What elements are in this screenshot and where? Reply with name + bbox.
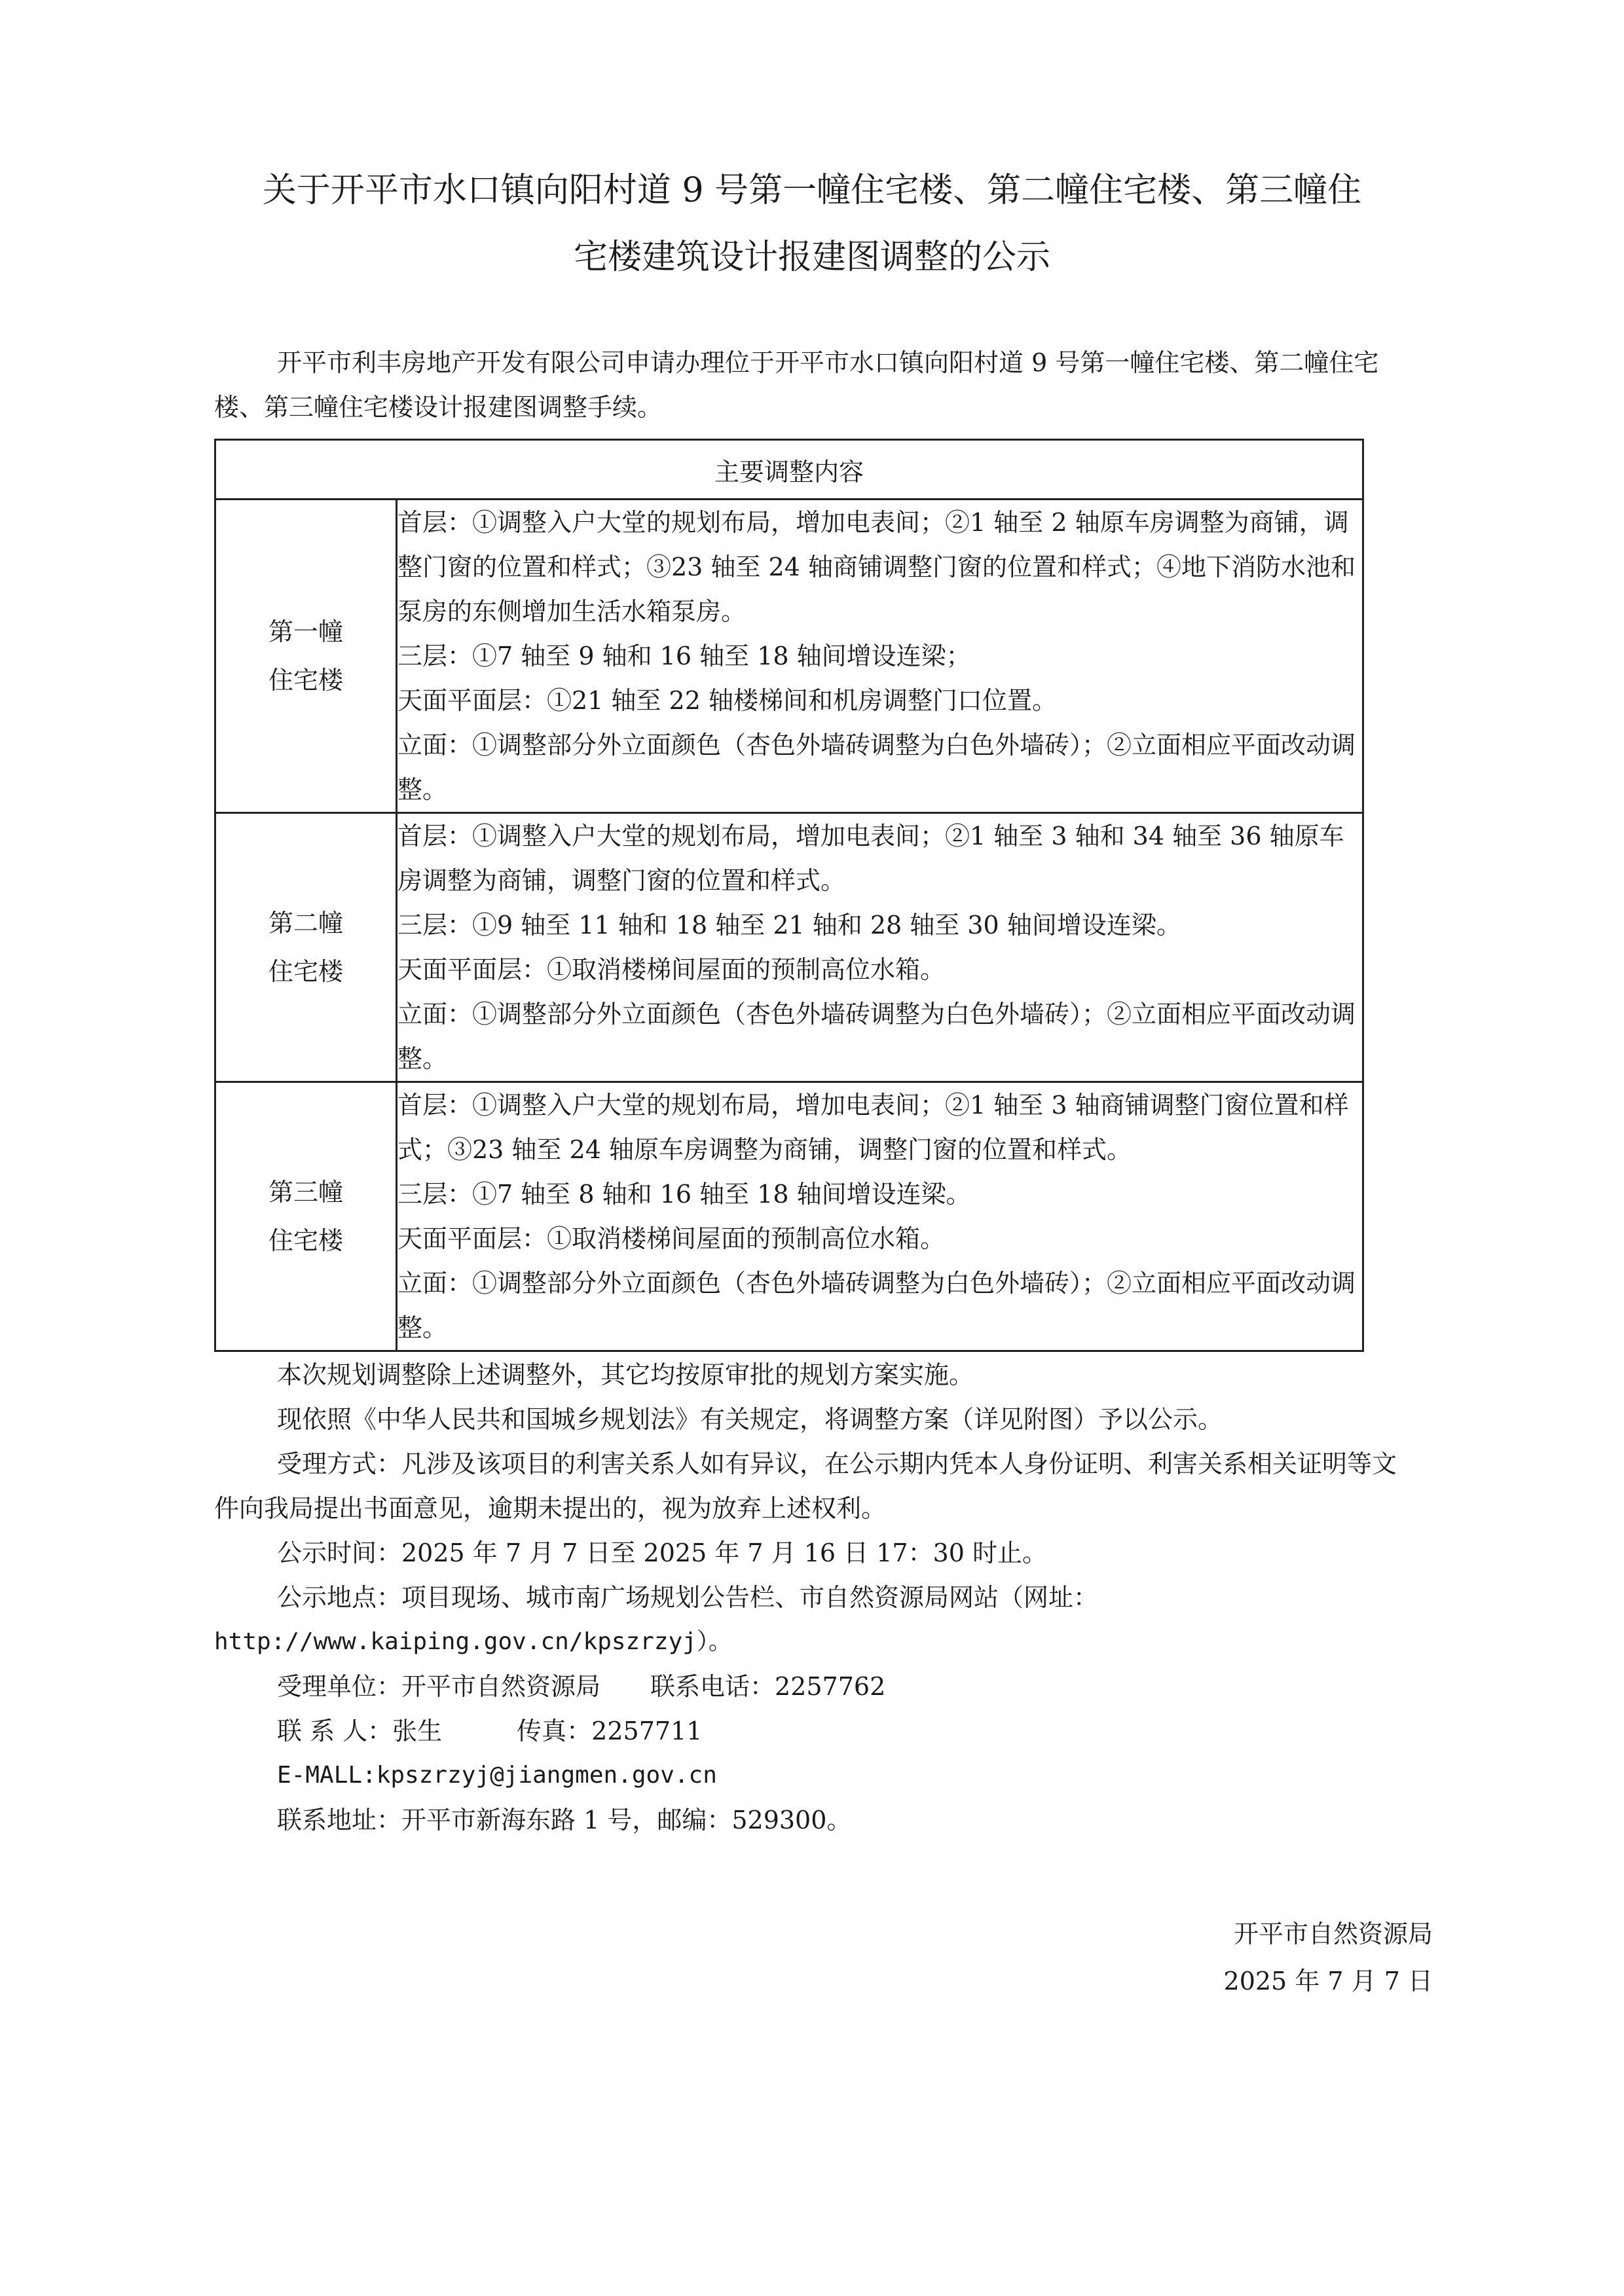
adjustment-line: 三层：①9 轴至 11 轴和 18 轴至 21 轴和 28 轴至 30 轴间增设连梁。 bbox=[397, 911, 1181, 939]
building-label-line: 住宅楼 bbox=[268, 957, 343, 986]
adjustment-line: 天面平面层：①取消楼梯间屋面的预制高位水箱。 bbox=[397, 1224, 946, 1253]
adjustment-content bbox=[397, 500, 1363, 813]
closing-paragraph: 现依照《中华人民共和国城乡规划法》有关规定，将调整方案（详见附图）予以公示。 bbox=[277, 1405, 1223, 1434]
building-label bbox=[215, 813, 397, 1082]
adjustment-content bbox=[397, 813, 1363, 1082]
adjustment-line: 天面平面层：①取消楼梯间屋面的预制高位水箱。 bbox=[397, 955, 946, 984]
building-label bbox=[215, 1082, 397, 1351]
adjustment-content bbox=[397, 1082, 1363, 1351]
table-row bbox=[215, 813, 1363, 1082]
signature-date: 2025 年 7 月 7 日 bbox=[1223, 1967, 1433, 1995]
adjustment-line: 三层：①7 轴至 8 轴和 16 轴至 18 轴间增设连梁。 bbox=[397, 1180, 971, 1209]
adjustment-line: 立面：①调整部分外立面颜色（杏色外墙砖调整为白色外墙砖）；②立面相应平面改动调整。 bbox=[397, 1000, 1356, 1073]
adjustment-line: 首层：①调整入户大堂的规划布局，增加电表间；②1 轴至 3 轴和 34 轴至 36 轴原车房调整为商铺，调整门窗的位置和样式。 bbox=[397, 822, 1344, 895]
closing-section bbox=[214, 1353, 1412, 1842]
table-row bbox=[215, 500, 1363, 813]
adjustment-line: 立面：①调整部分外立面颜色（杏色外墙砖调整为白色外墙砖）；②立面相应平面改动调整。 bbox=[397, 1269, 1356, 1342]
adjustment-line: 首层：①调整入户大堂的规划布局，增加电表间；②1 轴至 2 轴原车房调整为商铺，调整门窗的位置和样式；③23 轴至 24 轴商铺调整门窗的位置和样式；④地下消防水池和泵房的东侧增加生活水箱泵房。 bbox=[397, 508, 1356, 626]
signature-block bbox=[1224, 1910, 1433, 2005]
building-label-line: 第一幢 bbox=[268, 617, 343, 646]
signature-org: 开平市自然资源局 bbox=[1233, 1920, 1433, 1948]
building-label-line: 住宅楼 bbox=[268, 1226, 343, 1255]
adjustment-line: 天面平面层：①21 轴至 22 轴楼梯间和机房调整门口位置。 bbox=[397, 686, 1057, 715]
adjustment-line: 首层：①调整入户大堂的规划布局，增加电表间；②1 轴至 3 轴商铺调整门窗位置和样式；③23 轴至 24 轴原车房调整为商铺，调整门窗的位置和样式。 bbox=[397, 1091, 1349, 1164]
notice-title bbox=[196, 157, 1428, 291]
table-header: 主要调整内容 bbox=[215, 440, 1363, 500]
building-label-line: 第二幢 bbox=[268, 909, 343, 938]
adjustment-line: 立面：①调整部分外立面颜色（杏色外墙砖调整为白色外墙砖）；②立面相应平面改动调整。 bbox=[397, 731, 1356, 804]
closing-paragraph: 公示时间：2025 年 7 月 7 日至 2025 年 7 月 16 日 17：30 时止。 bbox=[277, 1539, 1048, 1567]
closing-paragraph: 受理单位：开平市自然资源局 联系电话：2257762 bbox=[277, 1672, 886, 1701]
table-row bbox=[215, 1082, 1363, 1351]
email-line: E-MALL:kpszrzyj@jiangmen.gov.cn bbox=[277, 1762, 717, 1789]
closing-paragraph: 受理方式：凡涉及该项目的利害关系人如有异议，在公示期内凭本人身份证明、利害关系相关证明等文件向我局提出书面意见，逾期未提出的，视为放弃上述权利。 bbox=[214, 1449, 1397, 1523]
website-url: http://www.kaiping.gov.cn/kpszrzyj）。 bbox=[214, 1628, 732, 1655]
title-line-1: 关于开平市水口镇向阳村道 9 号第一幢住宅楼、第二幢住宅楼、第三幢住 bbox=[262, 171, 1362, 210]
adjustment-line: 三层：①7 轴至 9 轴和 16 轴至 18 轴间增设连梁； bbox=[397, 642, 971, 670]
adjustment-table bbox=[214, 439, 1364, 1352]
intro-paragraph: 开平市利丰房地产开发有限公司申请办理位于开平市水口镇向阳村道 9 号第一幢住宅楼、第二幢住宅楼、第三幢住宅楼设计报建图调整手续。 bbox=[214, 348, 1379, 422]
building-label-line: 住宅楼 bbox=[268, 666, 343, 695]
building-label-line: 第三幢 bbox=[268, 1178, 343, 1207]
closing-paragraph: 联系地址：开平市新海东路 1 号，邮编：529300。 bbox=[277, 1806, 852, 1834]
table-header-row bbox=[215, 440, 1363, 500]
closing-paragraph: 公示地点：项目现场、城市南广场规划公告栏、市自然资源局网站（网址： bbox=[277, 1583, 1099, 1612]
building-label bbox=[215, 500, 397, 813]
closing-paragraph: 联 系 人：张生 传真：2257711 bbox=[277, 1717, 703, 1745]
closing-paragraph: 本次规划调整除上述调整外，其它均按原审批的规划方案实施。 bbox=[277, 1360, 974, 1389]
title-line-2: 宅楼建筑设计报建图调整的公示 bbox=[573, 238, 1050, 277]
